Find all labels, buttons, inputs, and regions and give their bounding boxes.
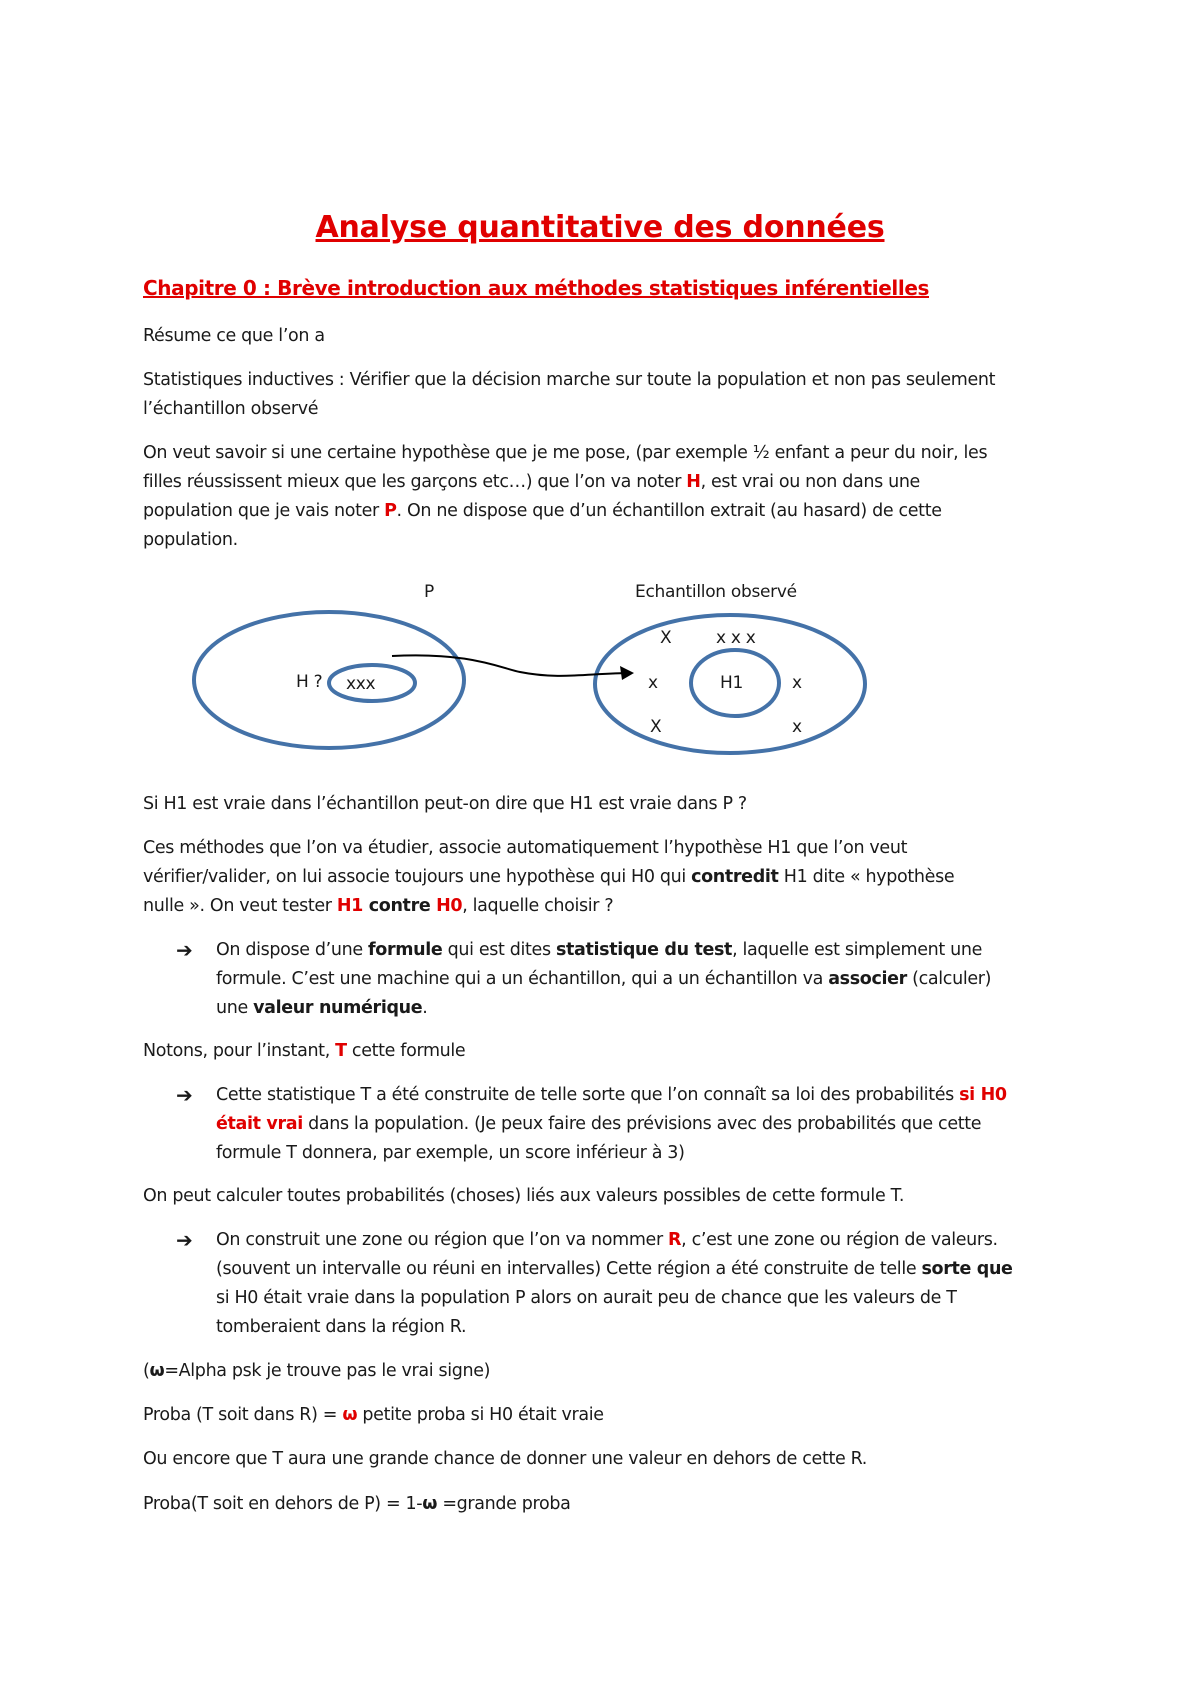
text: petite proba si H0 était vraie bbox=[357, 1405, 604, 1425]
label-xxx: xxx bbox=[346, 674, 376, 694]
text: Proba(T soit en dehors de P) = 1- bbox=[143, 1494, 423, 1514]
text-bold: sorte que bbox=[921, 1259, 1013, 1279]
text: =grande proba bbox=[437, 1494, 571, 1514]
label-P: P bbox=[424, 582, 434, 602]
bullet-region-R bbox=[216, 1226, 1076, 1342]
line: tomberaient dans la région R. bbox=[216, 1317, 467, 1337]
symbol-R: R bbox=[668, 1230, 682, 1250]
paragraph-alpha-note bbox=[143, 1357, 1073, 1386]
mark-x: X bbox=[650, 717, 662, 737]
label-h-question: H ? bbox=[296, 672, 323, 692]
text: formule. C’est une machine qui a un échantillon, qui a un échantillon va bbox=[216, 969, 829, 989]
text: , est vrai ou non dans une bbox=[700, 472, 920, 492]
paragraph-probabilites: On peut calculer toutes probabilités (choses) liés aux valeurs possibles de cette formule T. bbox=[143, 1186, 905, 1206]
line: Statistiques inductives : Vérifier que la décision marche sur toute la population et non pas seulement bbox=[143, 370, 996, 390]
text-bold: valeur numérique bbox=[253, 998, 423, 1018]
line bbox=[216, 965, 1076, 994]
line bbox=[216, 936, 1076, 965]
line: population. bbox=[143, 530, 238, 550]
line: On veut savoir si une certaine hypothèse que je me pose, (par exemple ½ enfant a peur du noir, les bbox=[143, 443, 988, 463]
paragraph-methodes bbox=[143, 834, 1073, 921]
text: =Alpha psk je trouve pas le vrai signe) bbox=[164, 1361, 491, 1381]
symbol-H0: H0 bbox=[436, 896, 463, 916]
text: vérifier/valider, on lui associe toujours une hypothèse qui H0 qui bbox=[143, 867, 692, 887]
line: formule T donnera, par exemple, un score inférieur à 3) bbox=[216, 1143, 685, 1163]
text: H1 dite « hypothèse bbox=[778, 867, 955, 887]
mark-xxx: x x x bbox=[716, 628, 756, 648]
symbol-omega: ω bbox=[342, 1405, 358, 1425]
symbol-T: T bbox=[335, 1041, 347, 1061]
document-title: Analyse quantitative des données bbox=[315, 210, 885, 245]
text: nulle ». On veut tester bbox=[143, 896, 337, 916]
mark-x: x bbox=[792, 673, 802, 693]
symbol-P: P bbox=[384, 501, 397, 521]
text-bold: statistique du test bbox=[555, 940, 733, 960]
paragraph-notons bbox=[143, 1037, 1073, 1066]
text: une bbox=[216, 998, 254, 1018]
paragraph-ou-encore: Ou encore que T aura une grande chance de donner une valeur en dehors de cette R. bbox=[143, 1449, 868, 1469]
text-bold: contre bbox=[363, 896, 437, 916]
arrow-bullet-icon: ➔ bbox=[176, 938, 193, 962]
line: si H0 était vraie dans la population P alors on aurait peu de chance que les valeurs de T bbox=[216, 1288, 957, 1308]
arrow-bullet-icon: ➔ bbox=[176, 1228, 193, 1252]
text: (souvent un intervalle ou réuni en intervalles) Cette région a été construite de telle bbox=[216, 1259, 922, 1279]
text-bold: formule bbox=[368, 940, 443, 960]
line bbox=[143, 892, 1073, 921]
chapter-heading: Chapitre 0 : Brève introduction aux méthodes statistiques inférentielles bbox=[143, 276, 929, 300]
paragraph-proba-dehors bbox=[143, 1490, 1073, 1519]
label-echantillon: Echantillon observé bbox=[635, 582, 797, 602]
symbol-H1: H1 bbox=[336, 896, 363, 916]
symbol-H: H bbox=[686, 472, 701, 492]
symbol-omega: ω bbox=[422, 1494, 438, 1514]
text: Proba (T soit dans R) = bbox=[143, 1405, 343, 1425]
mark-x: x bbox=[792, 717, 802, 737]
text: , c’est une zone ou région de valeurs. bbox=[681, 1230, 998, 1250]
mark-x: X bbox=[660, 628, 672, 648]
paragraph-question-h1: Si H1 est vraie dans l’échantillon peut-on dire que H1 est vraie dans P ? bbox=[143, 794, 747, 814]
text-bold: contredit bbox=[691, 867, 779, 887]
text: filles réussissent mieux que les garçons etc…) que l’on va noter bbox=[143, 472, 687, 492]
text-red: si H0 bbox=[959, 1085, 1007, 1105]
text: . On ne dispose que d’un échantillon extrait (au hasard) de cette bbox=[396, 501, 942, 521]
text: On construit une zone ou région que l’on va nommer bbox=[216, 1230, 669, 1250]
mark-x: x bbox=[648, 673, 658, 693]
text: Notons, pour l’instant, bbox=[143, 1041, 336, 1061]
text: , laquelle choisir ? bbox=[462, 896, 614, 916]
line bbox=[216, 994, 1076, 1023]
text-bold: associer bbox=[828, 969, 907, 989]
line: l’échantillon observé bbox=[143, 399, 319, 419]
text: qui est dites bbox=[442, 940, 556, 960]
line bbox=[143, 863, 1073, 892]
line bbox=[216, 1081, 1076, 1110]
text: On dispose d’une bbox=[216, 940, 369, 960]
text-red: était vrai bbox=[216, 1114, 303, 1134]
line bbox=[216, 1255, 1076, 1284]
paragraph-resume: Résume ce que l’on a bbox=[143, 326, 325, 346]
text: population que je vais noter bbox=[143, 501, 385, 521]
line bbox=[216, 1110, 1076, 1139]
symbol-omega: ω bbox=[149, 1361, 165, 1381]
text: cette formule bbox=[346, 1041, 466, 1061]
line: Ces méthodes que l’on va étudier, associe automatiquement l’hypothèse H1 que l’on veut bbox=[143, 838, 908, 858]
bullet-formule bbox=[216, 936, 1076, 1023]
text: . bbox=[422, 998, 428, 1018]
text: , laquelle est simplement une bbox=[732, 940, 983, 960]
text: (calculer) bbox=[906, 969, 992, 989]
bullet-statistique-T bbox=[216, 1081, 1076, 1168]
text: Cette statistique T a été construite de telle sorte que l’on connaît sa loi des probabilités bbox=[216, 1085, 960, 1105]
label-h1: H1 bbox=[720, 673, 743, 693]
text: dans la population. (Je peux faire des prévisions avec des probabilités que cette bbox=[302, 1114, 982, 1134]
line bbox=[216, 1226, 1076, 1255]
text: ( bbox=[143, 1361, 150, 1381]
arrow-head bbox=[620, 666, 634, 680]
arrow-bullet-icon: ➔ bbox=[176, 1083, 193, 1107]
paragraph-proba-dans-R bbox=[143, 1401, 1073, 1430]
